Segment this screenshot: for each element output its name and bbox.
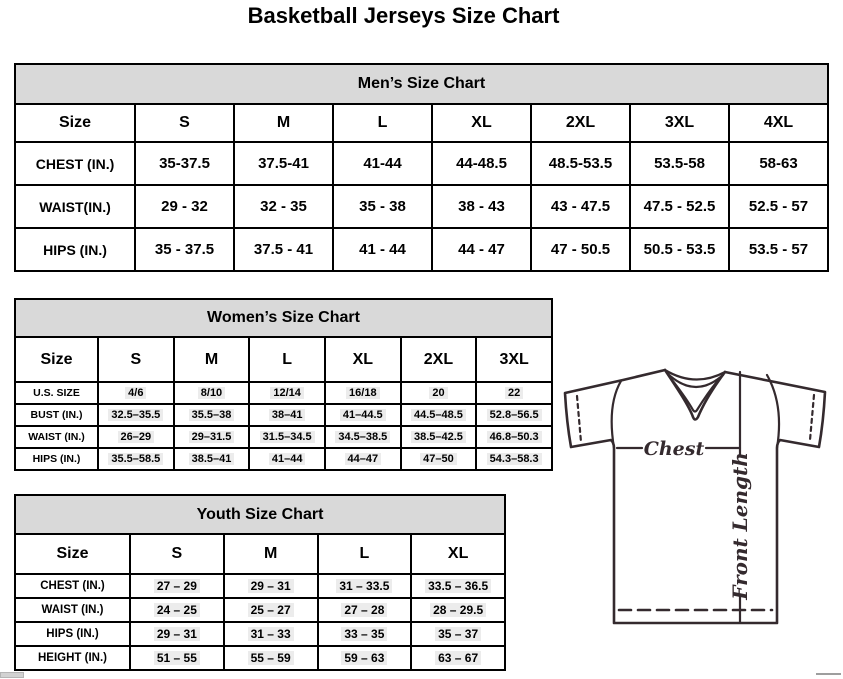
size-value-cell: 35.5–58.5 bbox=[98, 448, 174, 470]
size-value-cell: 29–31.5 bbox=[174, 426, 250, 448]
size-value-cell: 20 bbox=[401, 382, 477, 404]
column-header: Size bbox=[15, 337, 98, 382]
left-sleeve-cuff-dashes bbox=[577, 396, 581, 442]
youth-size-table bbox=[14, 494, 506, 671]
table-row bbox=[15, 426, 552, 448]
chest-label: Chest bbox=[643, 438, 705, 460]
column-header: Size bbox=[15, 104, 135, 142]
size-value-cell: 41 - 44 bbox=[333, 228, 432, 271]
row-label: U.S. SIZE bbox=[15, 382, 98, 404]
row-label: HIPS (IN.) bbox=[15, 228, 135, 271]
size-value-cell: 35.5–38 bbox=[174, 404, 250, 426]
size-value-cell: 35 - 38 bbox=[333, 185, 432, 228]
size-value-cell: 33 – 35 bbox=[318, 622, 412, 646]
left-armhole-seam bbox=[612, 381, 621, 448]
column-header: M bbox=[174, 337, 250, 382]
size-value-cell: 55 – 59 bbox=[224, 646, 318, 670]
column-header: L bbox=[249, 337, 325, 382]
womens-size-table bbox=[14, 298, 553, 471]
column-header: M bbox=[234, 104, 333, 142]
size-value-cell: 63 – 67 bbox=[411, 646, 505, 670]
size-value-cell: 52.8–56.5 bbox=[476, 404, 552, 426]
size-value-cell: 16/18 bbox=[325, 382, 401, 404]
row-label: HIPS (IN.) bbox=[15, 448, 98, 470]
size-value-cell: 35 – 37 bbox=[411, 622, 505, 646]
row-label: WAIST (IN.) bbox=[15, 426, 98, 448]
size-value-cell: 51 – 55 bbox=[130, 646, 224, 670]
column-header: 4XL bbox=[729, 104, 828, 142]
column-header: L bbox=[318, 534, 412, 574]
table-row bbox=[15, 185, 828, 228]
page-title: Basketball Jerseys Size Chart bbox=[247, 3, 560, 28]
size-value-cell: 37.5-41 bbox=[234, 142, 333, 185]
size-value-cell: 38–41 bbox=[249, 404, 325, 426]
table-row bbox=[15, 574, 505, 598]
size-value-cell: 8/10 bbox=[174, 382, 250, 404]
column-header: 2XL bbox=[531, 104, 630, 142]
size-value-cell: 34.5–38.5 bbox=[325, 426, 401, 448]
size-value-cell: 31.5–34.5 bbox=[249, 426, 325, 448]
size-value-cell: 12/14 bbox=[249, 382, 325, 404]
table-row bbox=[15, 404, 552, 426]
size-value-cell: 22 bbox=[476, 382, 552, 404]
column-header: 3XL bbox=[630, 104, 729, 142]
size-value-cell: 54.3–58.3 bbox=[476, 448, 552, 470]
size-value-cell: 50.5 - 53.5 bbox=[630, 228, 729, 271]
size-value-cell: 44–47 bbox=[325, 448, 401, 470]
size-value-cell: 47.5 - 52.5 bbox=[630, 185, 729, 228]
column-header: Size bbox=[15, 534, 130, 574]
size-value-cell: 35 - 37.5 bbox=[135, 228, 234, 271]
size-value-cell: 29 – 31 bbox=[224, 574, 318, 598]
table-row bbox=[15, 646, 505, 670]
table-row bbox=[15, 228, 828, 271]
table-row bbox=[15, 142, 828, 185]
size-value-cell: 44.5–48.5 bbox=[401, 404, 477, 426]
table-title: Youth Size Chart bbox=[15, 495, 505, 534]
column-header: S bbox=[135, 104, 234, 142]
size-value-cell: 53.5 - 57 bbox=[729, 228, 828, 271]
size-value-cell: 41–44.5 bbox=[325, 404, 401, 426]
table-row bbox=[15, 598, 505, 622]
horizontal-scrollbar-fragment-right[interactable] bbox=[816, 673, 841, 675]
column-header: XL bbox=[411, 534, 505, 574]
size-value-cell: 46.8–50.3 bbox=[476, 426, 552, 448]
size-value-cell: 27 – 29 bbox=[130, 574, 224, 598]
column-header: S bbox=[98, 337, 174, 382]
mens-size-table bbox=[14, 63, 829, 272]
right-armhole-seam bbox=[767, 375, 779, 448]
size-value-cell: 35-37.5 bbox=[135, 142, 234, 185]
size-value-cell: 44 - 47 bbox=[432, 228, 531, 271]
size-value-cell: 58-63 bbox=[729, 142, 828, 185]
size-value-cell: 38.5–42.5 bbox=[401, 426, 477, 448]
size-value-cell: 31 – 33 bbox=[224, 622, 318, 646]
size-value-cell: 33.5 – 36.5 bbox=[411, 574, 505, 598]
column-header: XL bbox=[432, 104, 531, 142]
size-value-cell: 47 - 50.5 bbox=[531, 228, 630, 271]
table-row bbox=[15, 448, 552, 470]
table-row bbox=[15, 382, 552, 404]
size-value-cell: 28 – 29.5 bbox=[411, 598, 505, 622]
size-value-cell: 29 - 32 bbox=[135, 185, 234, 228]
size-value-cell: 41–44 bbox=[249, 448, 325, 470]
size-value-cell: 27 – 28 bbox=[318, 598, 412, 622]
front-length-label: Front Length bbox=[728, 452, 752, 600]
right-sleeve-cuff-dashes bbox=[810, 395, 814, 440]
size-value-cell: 52.5 - 57 bbox=[729, 185, 828, 228]
jersey-diagram-svg bbox=[555, 360, 843, 679]
row-label: HEIGHT (IN.) bbox=[15, 646, 130, 670]
size-value-cell: 41-44 bbox=[333, 142, 432, 185]
table-row bbox=[15, 622, 505, 646]
column-header: 2XL bbox=[401, 337, 477, 382]
row-label: BUST (IN.) bbox=[15, 404, 98, 426]
size-value-cell: 32.5–35.5 bbox=[98, 404, 174, 426]
size-value-cell: 38.5–41 bbox=[174, 448, 250, 470]
column-header: S bbox=[130, 534, 224, 574]
column-header: M bbox=[224, 534, 318, 574]
size-value-cell: 43 - 47.5 bbox=[531, 185, 630, 228]
size-value-cell: 38 - 43 bbox=[432, 185, 531, 228]
table-title: Men’s Size Chart bbox=[15, 64, 828, 104]
size-value-cell: 24 – 25 bbox=[130, 598, 224, 622]
size-value-cell: 31 – 33.5 bbox=[318, 574, 412, 598]
row-label: CHEST (IN.) bbox=[15, 142, 135, 185]
row-label: HIPS (IN.) bbox=[15, 622, 130, 646]
size-value-cell: 53.5-58 bbox=[630, 142, 729, 185]
size-value-cell: 47–50 bbox=[401, 448, 477, 470]
size-value-cell: 32 - 35 bbox=[234, 185, 333, 228]
size-value-cell: 44-48.5 bbox=[432, 142, 531, 185]
column-header: 3XL bbox=[476, 337, 552, 382]
jersey-measurement-diagram bbox=[555, 360, 843, 679]
size-value-cell: 59 – 63 bbox=[318, 646, 412, 670]
size-value-cell: 48.5-53.5 bbox=[531, 142, 630, 185]
jersey-outline bbox=[565, 370, 825, 623]
row-label: WAIST (IN.) bbox=[15, 598, 130, 622]
horizontal-scrollbar-fragment-left[interactable] bbox=[0, 672, 24, 678]
column-header: L bbox=[333, 104, 432, 142]
row-label: WAIST(IN.) bbox=[15, 185, 135, 228]
row-label: CHEST (IN.) bbox=[15, 574, 130, 598]
size-value-cell: 4/6 bbox=[98, 382, 174, 404]
size-value-cell: 37.5 - 41 bbox=[234, 228, 333, 271]
size-value-cell: 25 – 27 bbox=[224, 598, 318, 622]
column-header: XL bbox=[325, 337, 401, 382]
size-value-cell: 26–29 bbox=[98, 426, 174, 448]
table-title: Women’s Size Chart bbox=[15, 299, 552, 337]
size-value-cell: 29 – 31 bbox=[130, 622, 224, 646]
